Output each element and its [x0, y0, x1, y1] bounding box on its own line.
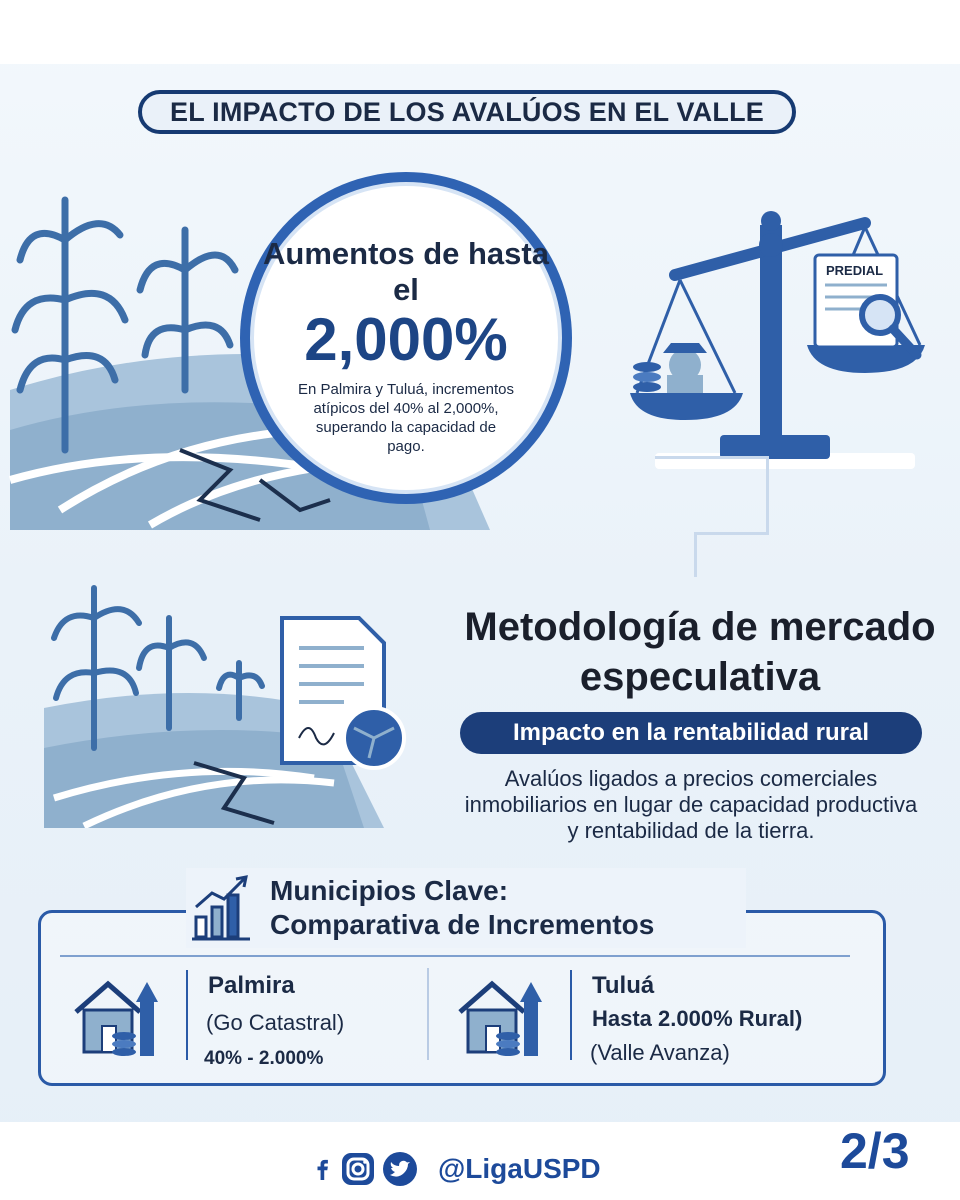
municipio-name: Tuluá [592, 972, 655, 999]
connector-line [766, 456, 769, 534]
municipio-line1: (Go Catastral) [206, 1010, 345, 1035]
highlight-description: En Palmira y Tuluá, incrementos atípicos del 40% al 2,000%, superando la capacidad de pago. [298, 381, 514, 455]
methodology-subtitle-pill [460, 712, 922, 754]
connector-line [655, 456, 767, 459]
chart-icon [190, 873, 254, 943]
highlight-value: 2,000% [304, 306, 508, 373]
column-separator [427, 968, 429, 1060]
item-separator [186, 970, 188, 1060]
municipios-divider [60, 955, 850, 957]
connector-line [696, 532, 769, 535]
page-title: EL IMPACTO DE LOS AVALÚOS EN EL VALLE [170, 96, 764, 127]
instagram-icon[interactable] [340, 1151, 376, 1187]
twitter-icon[interactable] [382, 1151, 418, 1187]
municipios-title [270, 874, 654, 942]
highlight-circle-inner [250, 182, 562, 494]
connector-line [694, 532, 697, 577]
municipio-name: Palmira [208, 972, 295, 999]
municipio-line1: Hasta 2.000% Rural) [592, 1006, 803, 1031]
methodology-description: Avalúos ligados a precios comerciales inmobiliarios en lugar de capacidad productiva y rentabilidad de la tierra. [464, 766, 918, 843]
scale-icon [625, 205, 945, 475]
municipio-line2: 40% - 2.000% [204, 1048, 324, 1069]
municipios-title-line2: Comparativa de Incrementos [270, 909, 655, 940]
municipios-header [186, 868, 746, 948]
municipios-title-line1: Municipios Clave: [270, 875, 509, 906]
facebook-icon[interactable] [312, 1151, 334, 1187]
page-number: 2/3 [840, 1123, 910, 1179]
highlight-circle [240, 172, 572, 504]
predial-label: PREDIAL [826, 263, 884, 278]
methodology-subtitle: Impacto en la rentabilidad rural [512, 719, 870, 746]
top-strip [0, 0, 960, 64]
social-handle[interactable]: @LigaUSPD [438, 1153, 601, 1184]
house-icon [72, 972, 164, 1060]
methodology-title: Metodología de mercado especulativa [464, 605, 936, 699]
social-row [312, 1148, 601, 1190]
municipio-line2: (Valle Avanza) [590, 1040, 730, 1065]
highlight-heading: Aumentos de hasta el [263, 236, 549, 307]
field-document-icon [44, 578, 414, 828]
title-banner [138, 90, 796, 134]
item-separator [570, 970, 572, 1060]
house-icon [456, 972, 548, 1060]
